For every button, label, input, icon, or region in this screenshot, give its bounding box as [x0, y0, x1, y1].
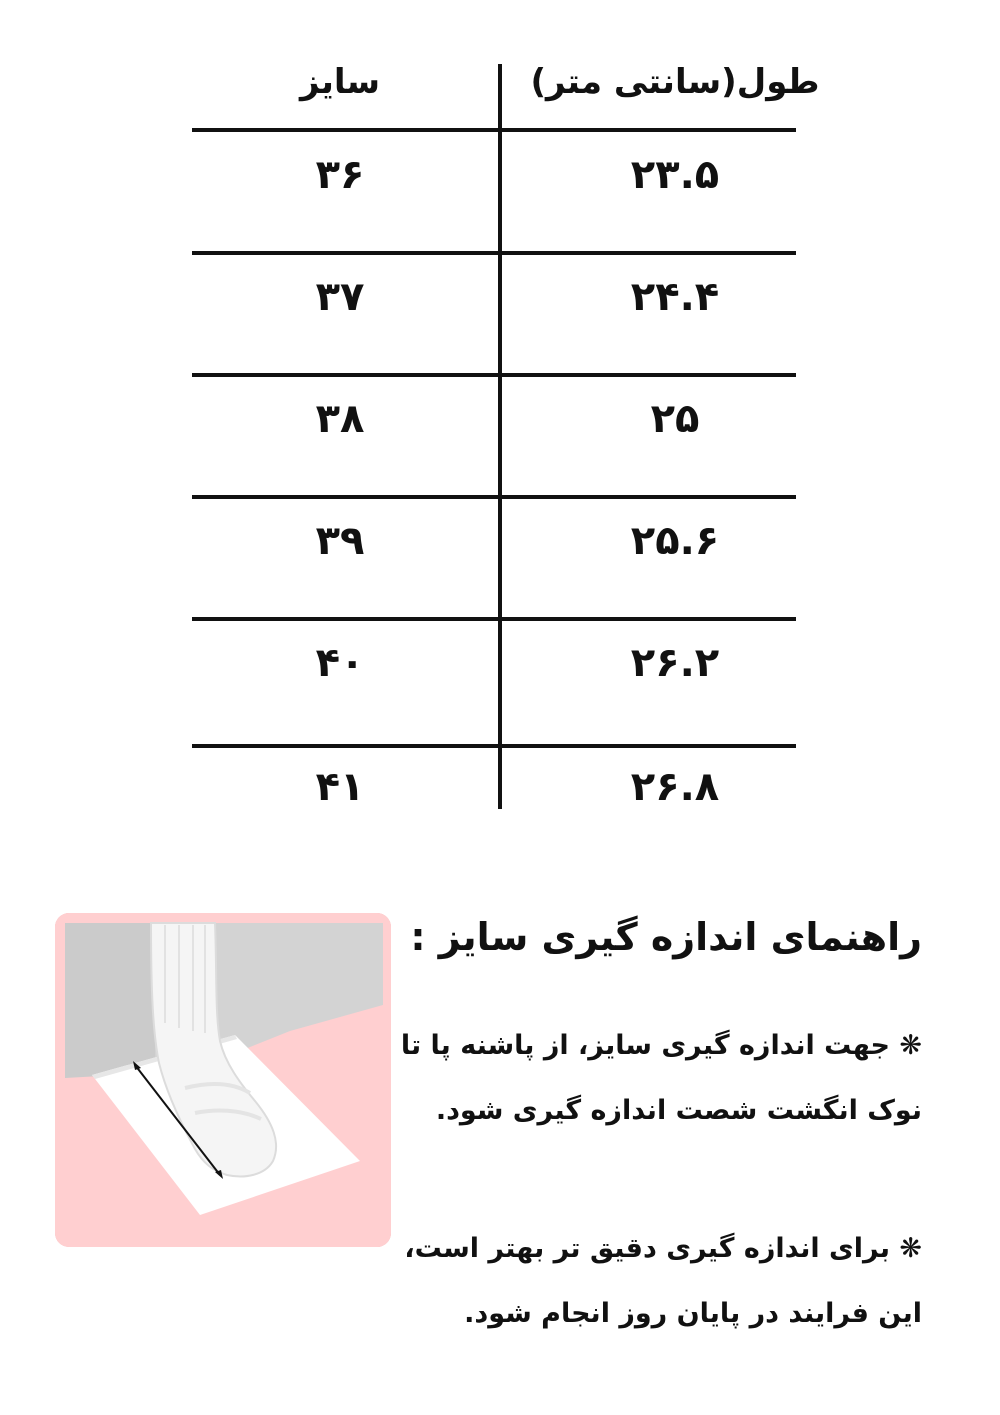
table-cell-length: ۲۳.۵: [630, 152, 720, 198]
table-cell-size: ۳۹: [315, 518, 365, 564]
table-cell-length: ۲۵: [650, 396, 700, 442]
table-cell-length: ۲۶.۸: [630, 764, 720, 810]
table-cell-size: ۴۱: [315, 764, 365, 810]
table-cell-length: ۲۴.۴: [630, 274, 720, 320]
table-column-divider: [498, 64, 502, 809]
foot-on-paper-image: [55, 913, 391, 1247]
table-row-divider: [192, 617, 796, 621]
table-row-divider: [192, 251, 796, 255]
table-cell-size: ۳۸: [315, 396, 365, 442]
table-cell-size: ۴۰: [315, 640, 365, 686]
guide-instruction-1-line-2: نوک انگشت شصت اندازه گیری شود.: [435, 1095, 922, 1126]
guide-instruction-1-line-1: ❋ جهت اندازه گیری سایز، از پاشنه پا تا: [400, 1030, 922, 1061]
table-cell-size: ۳۷: [315, 274, 365, 320]
guide-instruction-2-line-1: ❋ برای اندازه گیری دقیق تر بهتر است،: [404, 1233, 922, 1264]
header-length: طول(سانتی متر): [530, 62, 820, 102]
table-cell-size: ۳۶: [315, 152, 365, 198]
table-row-divider: [192, 373, 796, 377]
table-cell-length: ۲۵.۶: [630, 518, 720, 564]
table-cell-length: ۲۶.۲: [630, 640, 720, 686]
guide-title: راهنمای اندازه گیری سایز :: [410, 915, 922, 959]
foot-measurement-illustration: [55, 913, 391, 1247]
table-row-divider: [192, 128, 796, 132]
table-row-divider: [192, 495, 796, 499]
table-row-divider: [192, 744, 796, 748]
header-size: سایز: [299, 62, 381, 102]
guide-instruction-2-line-2: این فرایند در پایان روز انجام شود.: [464, 1298, 922, 1329]
